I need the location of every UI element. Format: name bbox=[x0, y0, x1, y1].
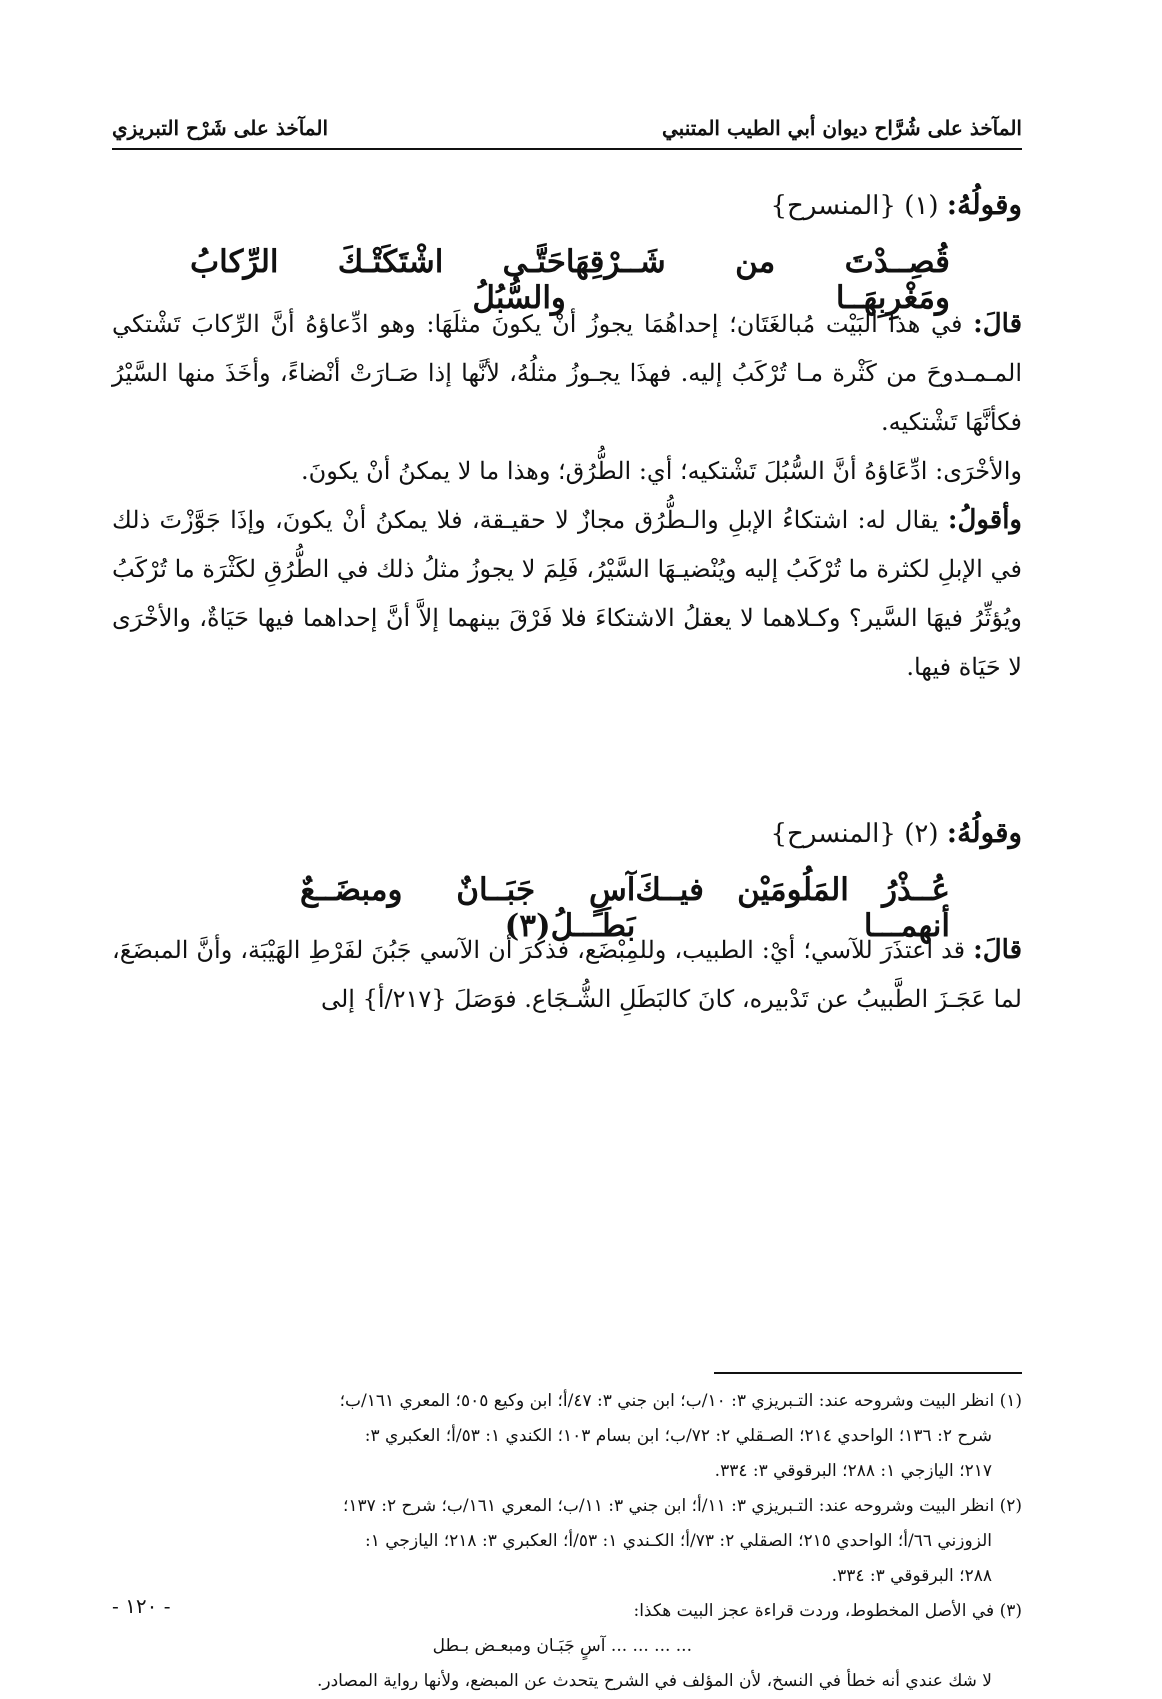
okhra-paragraph: والأخْرَى: ادِّعَاؤهُ أنَّ السُّبُلَ تَشْتكيه؛ أي: الطُّرُق؛ وهذا ما لا يمكنُ أنْ يكونَ. bbox=[300, 457, 1022, 485]
section-1-commentary bbox=[112, 300, 1022, 692]
aqool-text: يقال له: اشتكاءُ الإبلِ والـطُّرُق مجازٌ لا حقيـقة، فلا يمكنُ أنْ يكونَ، وإذَا جَوَّزْتَ ذلك في الإبلِ لكثرة ما تُرْكَبُ إليه ويُنْضيـهَا السَّيْرُ، فَلِمَ لا يجوزُ مثلُ ذلك في الطُّرُقِ لكَثْرَة ما تُرْكَبُ ويُؤثِّرُ فيهَا السَّير؟ وكـلاهما لا يعقلُ الاشتكاءَ فلا فَرْقَ بينهما إلاَّ أنَّ إحداهما فيها حَيَاةٌ، والأخْرَى لا حَيَاة فيها. bbox=[112, 506, 1022, 681]
footnote-2-line-3: ٢٨٨؛ البرقوقي ٣: ٣٣٤. bbox=[831, 1566, 992, 1586]
verse-second-hemistich: حَتَّـى اشْتَكَتْـكَ الرِّكابُ والسُّبُلُ bbox=[190, 244, 566, 316]
verse-second-hemistich: آسٍ جَبَــانٌ ومبضَــعٌ بَطَـــلُ(٣) bbox=[300, 872, 636, 944]
intro-label: وقولُهُ: bbox=[946, 188, 1022, 221]
footnote-2-line-2: الزوزني ٦٦/أ؛ الواحدي ٢١٥؛ الصقلي ٢: ٧٣/أ؛ الكـندي ١: ٥٣/أ؛ العكبري ٣: ٢١٨؛ اليازجي ١: bbox=[364, 1531, 992, 1551]
qala-text: في هذا البَيْت مُبالغَتَان؛ إحداهُمَا يجوزُ أنْ يكونَ مثلَهَا: وهو ادِّعاؤهُ أنَّ الرِّكابَ تَشْتكي المـمـدوحَ من كَثْرة مـا تُرْكَبُ إليه. فهذَا يجـوزُ مثلُهُ، لأنَّها إذا صَـارَتْ أنْضاءً، وأخَذَ منها السَّيْرُ فكأنَّهَا تَشْتكيه. bbox=[112, 310, 1022, 436]
meter-note: (١) {المنسرح} bbox=[770, 191, 939, 221]
section-1-intro bbox=[112, 188, 1022, 221]
section-2-commentary bbox=[112, 926, 1022, 1024]
meter-note: (٢) {المنسرح} bbox=[770, 819, 939, 849]
intro-label: وقولُهُ: bbox=[946, 816, 1022, 849]
verse-first-hemistich: عُــذْرُ المَلُومَيْن فيــكَ أنهمـــا bbox=[635, 872, 950, 944]
section-2-intro bbox=[112, 816, 1022, 849]
qala-paragraph bbox=[112, 300, 1022, 447]
header-chapter-title: المآخذ على شَرْح التبريزي bbox=[112, 116, 328, 140]
qala-paragraph bbox=[112, 926, 1022, 1024]
footnotes bbox=[112, 1384, 1022, 1699]
aqool-label: وأقولُ: bbox=[947, 505, 1022, 535]
footnote-2: (٢) انظر البيت وشروحه عند: التـبريزي ٣: ١١/أ؛ ابن جني ٣: ١١/ب؛ المعري ١٦١/ب؛ شرح ٢: ١٣٧؛ bbox=[343, 1496, 1022, 1516]
footnote-3-verse: ... ... ... ... آسٍ جَبَـان ومبعـض بـطل bbox=[432, 1636, 692, 1656]
footnote-1-line-2: شرح ٢: ١٣٦؛ الواحدي ٢١٤؛ الصـقلي ٢: ٧٢/ب؛ ابن بسام ١٠٣؛ الكندي ١: ٥٣/أ؛ العكبري ٣: bbox=[364, 1426, 992, 1446]
qala-label: قالَ: bbox=[973, 935, 1023, 965]
page-number: - ١٢٠ - bbox=[112, 1594, 171, 1618]
footnote-3: (٣) في الأصل المخطوط، وردت قراءة عجز البيت هكذا: bbox=[633, 1601, 1022, 1621]
aqool-paragraph bbox=[112, 496, 1022, 692]
footnote-1: (١) انظر البيت وشروحه عند: التـبريزي ٣: ١٠/ب؛ ابن جني ٣: ٤٧/أ؛ ابن وكيع ٥٠٥؛ المعري ١٦١/ب؛ bbox=[339, 1391, 1022, 1411]
footnote-3-note: لا شك عندي أنه خطأ في النسخ، لأن المؤلف في الشرح يتحدث عن المبضع، ولأنها رواية المصادر. bbox=[316, 1671, 992, 1691]
verse-first-hemistich: قُصِــدْتَ من شَــرْقِهَا ومَغْرِبِهَــا bbox=[565, 244, 950, 316]
running-header bbox=[112, 96, 1022, 150]
header-book-title: المآخذ على شُرَّاح ديوان أبي الطيب المتنبي bbox=[662, 116, 1022, 140]
qala-label: قالَ: bbox=[973, 309, 1022, 339]
footnote-1-line-3: ٢١٧؛ اليازجي ١: ٢٨٨؛ البرقوقي ٣: ٣٣٤. bbox=[714, 1461, 992, 1481]
qala-text: قد اعتذَرَ للآسي؛ أيْ: الطبيب، وللمِبْضَع، فذكرَ أن الآسي جَبُنَ لفَرْطِ الهَيْبَة، وأنَّ المبضَعَ، لما عَجَـزَ الطَّبيبُ عن تَدْبيره، كانَ كالبَطَلِ الشُّـجَاع. فوَصَلَ {٢١٧/أ} إلى bbox=[112, 936, 1022, 1013]
footnote-divider bbox=[714, 1372, 1022, 1374]
